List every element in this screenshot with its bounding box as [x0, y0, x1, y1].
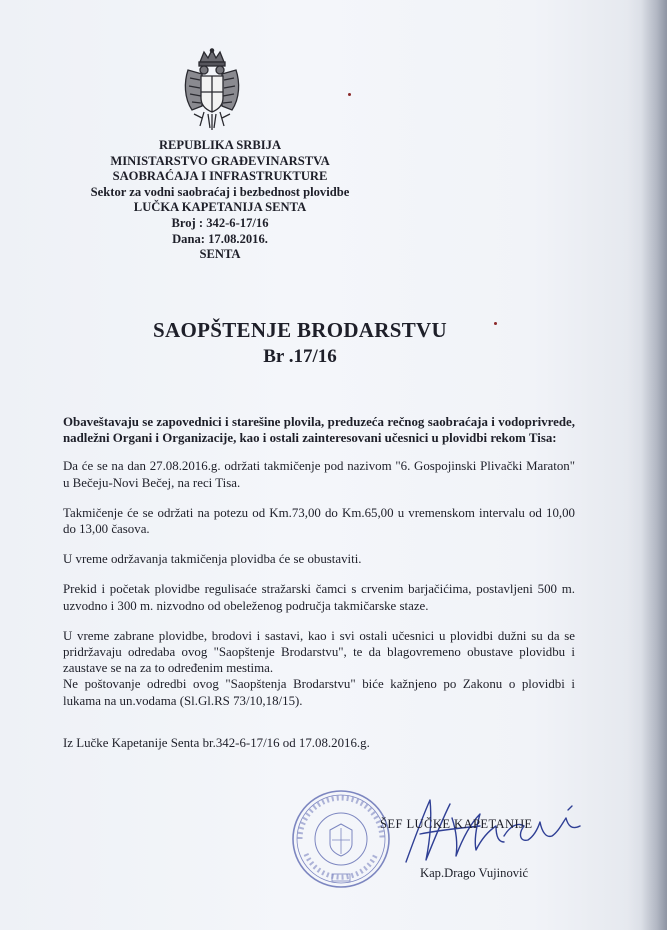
header-ministry: MINISTARSTVO GRAĐEVINARSTVA: [110, 153, 330, 168]
header-country: REPUBLIKA SRBIJA: [158, 138, 282, 152]
scan-speck: [494, 322, 497, 325]
header-sector: Sektor za vodni saobraćaj i bezbednost plovidbe: [90, 184, 350, 199]
issuer-header: [70, 138, 370, 263]
header-city: SENTA: [199, 247, 241, 262]
paragraph-event: Da će se na dan 27.08.2016.g. održati takmičenje pod nazivom "6. Gospojinski Plivački Maraton" u Bečeju-Novi Bečej, na reci Tisa.: [63, 459, 575, 490]
header-ministry-cont: SAOBRAĆAJA I INFRASTRUKTURE: [112, 169, 328, 184]
signature-name: Kap.Drago Vujinović: [420, 866, 529, 880]
document-title: SAOPŠTENJE BRODARSTVU: [153, 318, 447, 342]
paragraph-regulation: Prekid i početak plovidbe regulisaće stražarski čamci s crvenim barjačićima, postavljeni 500 m. uzvodno i 300 m. nizvodno od obeleženog područja takmičarske staze.: [63, 582, 575, 613]
header-document-number: Broj : 342-6-17/16: [171, 215, 269, 230]
coat-of-arms-icon: [180, 48, 244, 134]
scan-speck: [348, 93, 351, 96]
header-date: Dana: 17.08.2016.: [172, 231, 268, 246]
paragraph-penalty: Ne poštovanje odredbi ovog "Saopštenja Brodarstvu" biće kažnjeno po Zakonu o plovidbi i lukama na un.vodama (Sl.Gl.RS 73/10,18/15).: [63, 677, 575, 708]
paragraph-obligations: U vreme zabrane plovidbe, brodovi i sastavi, kao i svi ostali učesnici u plovidbi dužni su da se pridržavaju odredaba ovog "Saopštenje Brodarstvu", te da blagovremeno obustave plovidbu i zaustave se na za to određenim mestima.: [63, 628, 575, 676]
page-edge-shadow: [641, 0, 667, 930]
reference-line: Iz Lučke Kapetanije Senta br.342-6-17/16 od 17.08.2016.g.: [63, 735, 370, 750]
paragraph-suspension: U vreme održavanja takmičenja plovidba će se obustaviti.: [63, 552, 362, 567]
paragraph-location: Takmičenje će se održati na potezu od Km.73,00 do Km.65,00 u vremenskom intervalu od 10,00 do 13,00 časova.: [63, 505, 575, 537]
signature-title: ŠEF LUČKE KAPETANIJE: [380, 817, 533, 831]
header-office: LUČKA KAPETANIJA SENTA: [133, 200, 307, 215]
document-body: [63, 414, 575, 765]
official-stamp-icon: [290, 788, 392, 890]
document-number-title: Br .17/16: [263, 346, 337, 367]
intro-paragraph: Obaveštavaju se zapovednici i starešine plovila, preduzeća rečnog saobraćaja i vodoprivrede, nadležni Organi i Organizacije, kao i ostali zainteresovani učesnici u plovidbi rekom Tisa:: [63, 415, 575, 446]
